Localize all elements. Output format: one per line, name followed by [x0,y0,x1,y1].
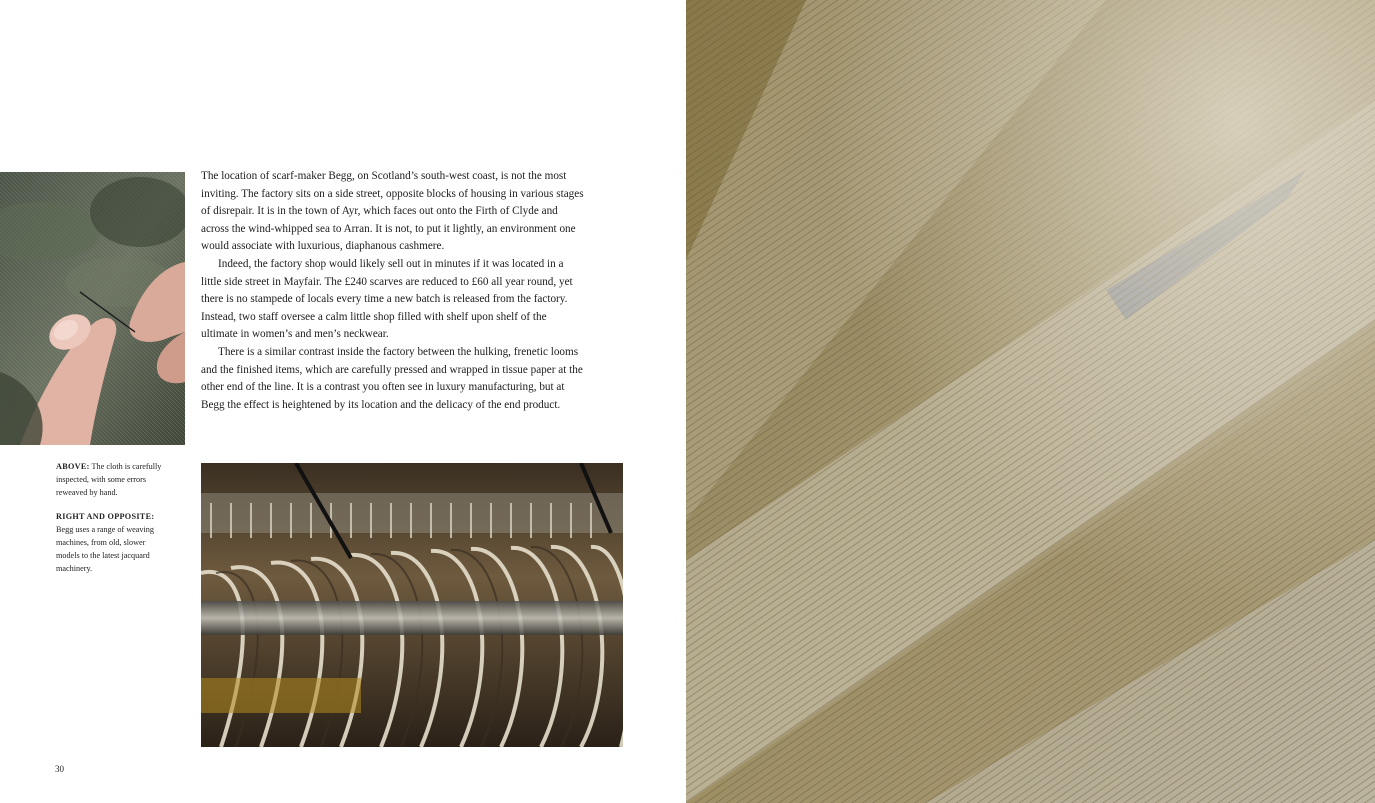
loom-photo [201,463,623,747]
hand-inspection-photo [0,172,185,445]
caption-label: RIGHT AND OPPOSITE: [56,512,155,522]
article-paragraph: Indeed, the factory shop would likely sell out in minutes if it was located in a little side street in Mayfair. The £240 scarves are reduced to £60 all year round, yet there is no stampede of locals every time a new batch is released from the factory. Instead, two staff oversee a calm little shop filled with shelf upon shelf of the ultimate in women’s and men’s neckwear. [201,257,573,341]
caption-above [56,461,168,499]
page-number: 30 [55,764,64,774]
caption-right-and-opposite [56,511,168,575]
article-paragraph: There is a similar contrast inside the factory between the hulking, frenetic looms and the finished items, which are carefully pressed and wrapped in tissue paper at the other end of the line. It is a contrast you often see in luxury manufacturing, but at Begg the effect is heightened by its location and the delicacy of the end product. [201,345,583,411]
photo-captions [56,461,168,587]
fabric-closeup-photo [686,0,1375,803]
hand-photo-image [0,172,185,445]
left-page [0,0,686,803]
article-body [201,168,586,414]
caption-label: ABOVE: [56,462,90,471]
article-paragraph: The location of scarf-maker Begg, on Scotland’s south-west coast, is not the most inviting. The factory sits on a side street, opposite blocks of housing in various stages of disrepair. It is in the town of Ayr, which faces out onto the Firth of Clyde and across the wind-whipped sea to Arran. It is not, to put it lightly, an environment one would associate with luxurious, diaphanous cashmere. [201,170,584,253]
caption-text: Begg uses a range of weaving machines, from old, slower models to the latest jacquard machinery. [56,525,154,573]
caption-text: The cloth is carefully inspected, with some errors reweaved by hand. [56,462,162,497]
fabric-photo-image [686,0,1375,803]
loom-photo-image [201,463,623,747]
